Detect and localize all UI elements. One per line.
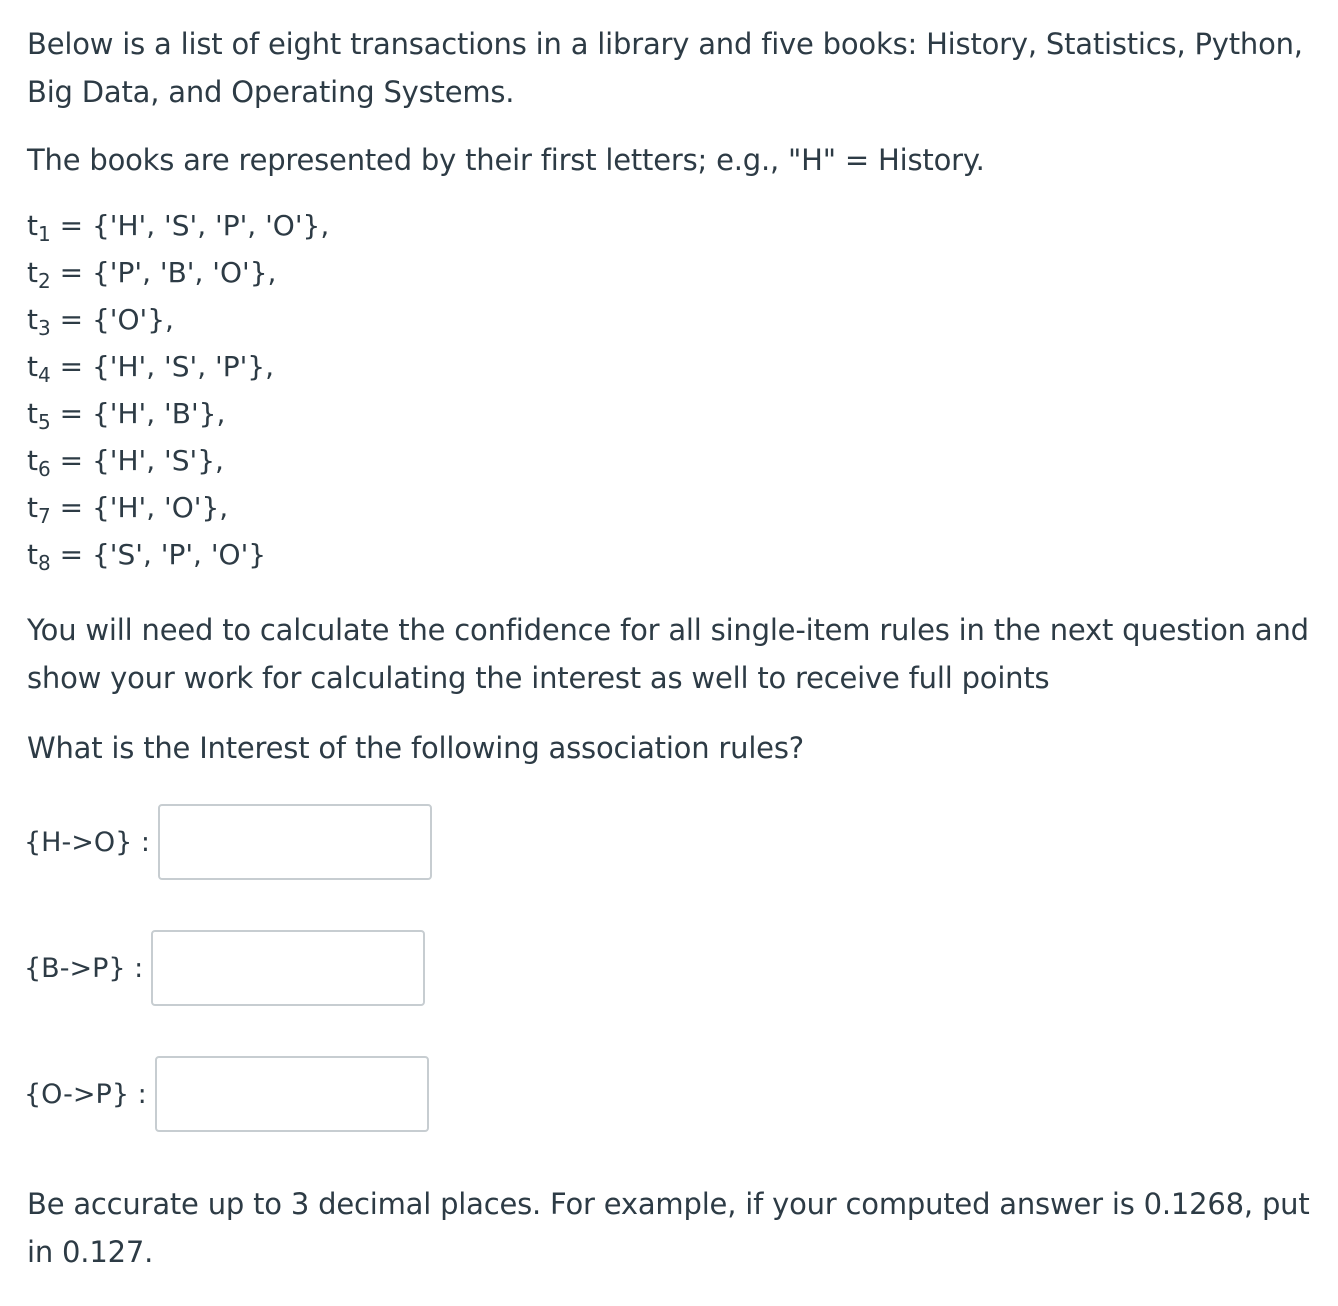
transaction-set: = {'P', 'B', 'O'}, [50, 256, 277, 289]
transaction-item [27, 296, 1317, 343]
transaction-name: t [27, 350, 38, 383]
books-note: The books are represented by their first letters; e.g., "H" = History. [27, 143, 985, 177]
rule-row-h-o [24, 802, 1317, 882]
transaction-set: = {'H', 'S', 'P'}, [50, 350, 275, 383]
transaction-name: t [27, 209, 38, 242]
transaction-set: = {'H', 'S'}, [50, 444, 224, 477]
transaction-item [27, 390, 1317, 437]
transaction-subscript: 2 [37, 269, 51, 293]
question-text: What is the Interest of the following association rules? [27, 731, 804, 765]
transaction-item [27, 343, 1317, 390]
transaction-item [27, 437, 1317, 484]
transaction-set: = {'H', 'B'}, [50, 397, 226, 430]
transaction-set: = {'O'}, [50, 303, 174, 336]
rule-row-o-p [24, 1054, 1317, 1134]
rule-label-b-p: {B->P} : [24, 952, 144, 984]
instructions-text: You will need to calculate the confidence for all single-item rules in the next question and show your work for calculating the interest as well to receive full points [27, 613, 1309, 695]
answer-input-h-o[interactable] [158, 804, 432, 880]
transaction-set: = {'H', 'S', 'P', 'O'}, [50, 209, 330, 242]
transaction-item [27, 249, 1317, 296]
transaction-subscript: 7 [37, 504, 51, 528]
rule-row-b-p [24, 928, 1317, 1008]
transaction-subscript: 5 [37, 410, 51, 434]
rule-label-h-o: {H->O} : [24, 826, 150, 858]
transaction-name: t [27, 538, 38, 571]
transaction-name: t [27, 444, 38, 477]
transaction-subscript: 8 [37, 551, 51, 575]
transaction-item [27, 531, 1317, 578]
answer-input-o-p[interactable] [155, 1056, 429, 1132]
transaction-subscript: 6 [37, 457, 51, 481]
footer-text: Be accurate up to 3 decimal places. For example, if your computed answer is 0.1268, put in 0.127. [27, 1187, 1310, 1269]
answer-input-b-p[interactable] [151, 930, 425, 1006]
transaction-name: t [27, 256, 38, 289]
transaction-item [27, 484, 1317, 531]
question-content [24, 20, 1317, 1276]
rule-label-o-p: {O->P} : [24, 1078, 147, 1110]
transaction-name: t [27, 491, 38, 524]
transaction-list [27, 202, 1317, 578]
transaction-set: = {'S', 'P', 'O'} [50, 538, 267, 571]
transaction-name: t [27, 397, 38, 430]
transaction-subscript: 1 [37, 222, 51, 246]
transaction-item [27, 202, 1317, 249]
transaction-subscript: 4 [37, 363, 51, 387]
intro-text: Below is a list of eight transactions in a library and five books: History, Statistics, Python, Big Data, and Operating Systems. [27, 27, 1303, 109]
transaction-subscript: 3 [37, 316, 51, 340]
transaction-set: = {'H', 'O'}, [50, 491, 229, 524]
transaction-name: t [27, 303, 38, 336]
